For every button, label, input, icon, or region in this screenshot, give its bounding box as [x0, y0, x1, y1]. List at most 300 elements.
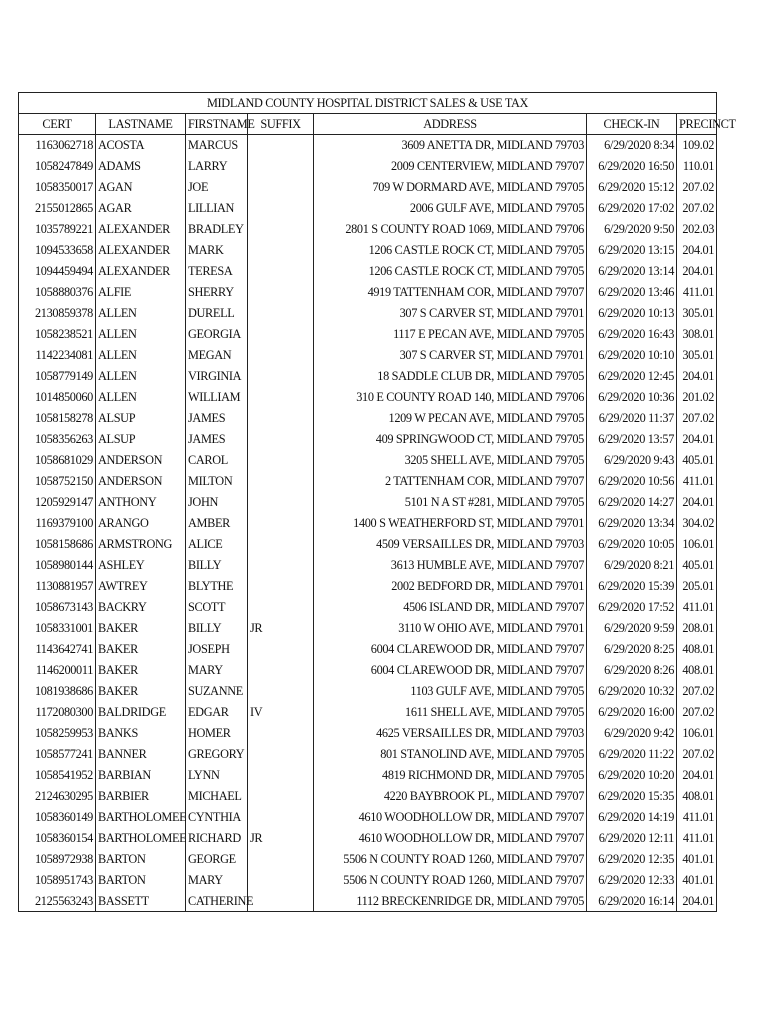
address-cell: 1400 S WEATHERFORD ST, MIDLAND 79701: [314, 513, 587, 534]
firstname-cell: JOSEPH: [186, 639, 248, 660]
table-row: [19, 492, 717, 513]
checkin-cell: 6/29/2020 10:13: [587, 303, 677, 324]
precinct-cell: 207.02: [677, 744, 717, 765]
precinct-cell: 201.02: [677, 387, 717, 408]
checkin-cell: 6/29/2020 16:00: [587, 702, 677, 723]
checkin-cell: 6/29/2020 9:42: [587, 723, 677, 744]
table-row: [19, 702, 717, 723]
checkin-cell: 6/29/2020 16:43: [587, 324, 677, 345]
firstname-cell: ALICE: [186, 534, 248, 555]
suffix-cell: [248, 198, 314, 219]
cert-cell: 1058356263: [19, 429, 96, 450]
lastname-cell: ACOSTA: [96, 135, 186, 156]
firstname-cell: BRADLEY: [186, 219, 248, 240]
lastname-cell: BARTHOLOMEE: [96, 807, 186, 828]
cert-cell: 1058673143: [19, 597, 96, 618]
address-cell: 2006 GULF AVE, MIDLAND 79705: [314, 198, 587, 219]
lastname-cell: ANDERSON: [96, 450, 186, 471]
table-row: [19, 891, 717, 912]
suffix-cell: [248, 870, 314, 891]
suffix-cell: [248, 156, 314, 177]
suffix-cell: JR: [248, 618, 314, 639]
suffix-cell: [248, 429, 314, 450]
address-cell: 3613 HUMBLE AVE, MIDLAND 79707: [314, 555, 587, 576]
cert-cell: 1014850060: [19, 387, 96, 408]
lastname-cell: ALFIE: [96, 282, 186, 303]
lastname-cell: BAKER: [96, 639, 186, 660]
cert-cell: 1058247849: [19, 156, 96, 177]
suffix-cell: [248, 219, 314, 240]
table-row: [19, 576, 717, 597]
checkin-cell: 6/29/2020 12:45: [587, 366, 677, 387]
lastname-cell: BARTHOLOMEE: [96, 828, 186, 849]
table-row: [19, 534, 717, 555]
cert-cell: 2124630295: [19, 786, 96, 807]
address-cell: 310 E COUNTY ROAD 140, MIDLAND 79706: [314, 387, 587, 408]
firstname-cell: HOMER: [186, 723, 248, 744]
firstname-cell: JOE: [186, 177, 248, 198]
checkin-cell: 6/29/2020 13:15: [587, 240, 677, 261]
cert-cell: 1058360149: [19, 807, 96, 828]
address-cell: 5101 N A ST #281, MIDLAND 79705: [314, 492, 587, 513]
precinct-cell: 411.01: [677, 597, 717, 618]
firstname-cell: CATHERINE: [186, 891, 248, 912]
col-header-lastname: LASTNAME: [96, 114, 186, 135]
checkin-cell: 6/29/2020 9:50: [587, 219, 677, 240]
lastname-cell: BACKRY: [96, 597, 186, 618]
checkin-cell: 6/29/2020 14:19: [587, 807, 677, 828]
address-cell: 1209 W PECAN AVE, MIDLAND 79705: [314, 408, 587, 429]
address-cell: 709 W DORMARD AVE, MIDLAND 79705: [314, 177, 587, 198]
firstname-cell: VIRGINIA: [186, 366, 248, 387]
address-cell: 3110 W OHIO AVE, MIDLAND 79701: [314, 618, 587, 639]
cert-cell: 1205929147: [19, 492, 96, 513]
precinct-cell: 207.02: [677, 408, 717, 429]
table-row: [19, 240, 717, 261]
lastname-cell: BAKER: [96, 660, 186, 681]
firstname-cell: BILLY: [186, 618, 248, 639]
cert-cell: 1094533658: [19, 240, 96, 261]
checkin-cell: 6/29/2020 16:50: [587, 156, 677, 177]
address-cell: 1206 CASTLE ROCK CT, MIDLAND 79705: [314, 240, 587, 261]
lastname-cell: ALEXANDER: [96, 219, 186, 240]
cert-cell: 1058331001: [19, 618, 96, 639]
firstname-cell: CAROL: [186, 450, 248, 471]
suffix-cell: [248, 513, 314, 534]
firstname-cell: WILLIAM: [186, 387, 248, 408]
table-row: [19, 660, 717, 681]
address-cell: 4625 VERSAILLES DR, MIDLAND 79703: [314, 723, 587, 744]
precinct-cell: 405.01: [677, 450, 717, 471]
suffix-cell: [248, 177, 314, 198]
header-row: [19, 114, 717, 135]
precinct-cell: 411.01: [677, 471, 717, 492]
table-row: [19, 681, 717, 702]
firstname-cell: AMBER: [186, 513, 248, 534]
tax-roster-table: [18, 92, 736, 912]
precinct-cell: 411.01: [677, 828, 717, 849]
table-row: [19, 366, 717, 387]
checkin-cell: 6/29/2020 11:22: [587, 744, 677, 765]
address-cell: 2002 BEDFORD DR, MIDLAND 79701: [314, 576, 587, 597]
precinct-cell: 411.01: [677, 807, 717, 828]
cert-cell: 1058779149: [19, 366, 96, 387]
firstname-cell: TERESA: [186, 261, 248, 282]
suffix-cell: [248, 849, 314, 870]
lastname-cell: BASSETT: [96, 891, 186, 912]
table-row: [19, 177, 717, 198]
precinct-cell: 204.01: [677, 366, 717, 387]
precinct-cell: 207.02: [677, 177, 717, 198]
lastname-cell: ALLEN: [96, 387, 186, 408]
cert-cell: 1081938686: [19, 681, 96, 702]
suffix-cell: [248, 345, 314, 366]
address-cell: 4506 ISLAND DR, MIDLAND 79707: [314, 597, 587, 618]
firstname-cell: MEGAN: [186, 345, 248, 366]
checkin-cell: 6/29/2020 8:26: [587, 660, 677, 681]
precinct-cell: 106.01: [677, 534, 717, 555]
cert-cell: 1058158278: [19, 408, 96, 429]
address-cell: 307 S CARVER ST, MIDLAND 79701: [314, 345, 587, 366]
firstname-cell: RICHARD: [186, 828, 248, 849]
table-row: [19, 765, 717, 786]
precinct-cell: 204.01: [677, 261, 717, 282]
precinct-cell: 208.01: [677, 618, 717, 639]
address-cell: 3609 ANETTA DR, MIDLAND 79703: [314, 135, 587, 156]
col-header-address: ADDRESS: [314, 114, 587, 135]
table-row: [19, 429, 717, 450]
lastname-cell: AWTREY: [96, 576, 186, 597]
suffix-cell: [248, 261, 314, 282]
address-cell: 2801 S COUNTY ROAD 1069, MIDLAND 79706: [314, 219, 587, 240]
precinct-cell: 308.01: [677, 324, 717, 345]
table-row: [19, 786, 717, 807]
precinct-cell: 305.01: [677, 345, 717, 366]
checkin-cell: 6/29/2020 10:36: [587, 387, 677, 408]
firstname-cell: MICHAEL: [186, 786, 248, 807]
table-row: [19, 303, 717, 324]
firstname-cell: DURELL: [186, 303, 248, 324]
suffix-cell: [248, 891, 314, 912]
checkin-cell: 6/29/2020 12:35: [587, 849, 677, 870]
checkin-cell: 6/29/2020 9:59: [587, 618, 677, 639]
suffix-cell: [248, 786, 314, 807]
suffix-cell: [248, 450, 314, 471]
firstname-cell: JOHN: [186, 492, 248, 513]
checkin-cell: 6/29/2020 15:39: [587, 576, 677, 597]
checkin-cell: 6/29/2020 9:43: [587, 450, 677, 471]
address-cell: 18 SADDLE CLUB DR, MIDLAND 79705: [314, 366, 587, 387]
checkin-cell: 6/29/2020 10:32: [587, 681, 677, 702]
address-cell: 5506 N COUNTY ROAD 1260, MIDLAND 79707: [314, 849, 587, 870]
table-row: [19, 849, 717, 870]
cert-cell: 1058238521: [19, 324, 96, 345]
cert-cell: 1146200011: [19, 660, 96, 681]
suffix-cell: [248, 492, 314, 513]
precinct-cell: 304.02: [677, 513, 717, 534]
firstname-cell: MARY: [186, 870, 248, 891]
firstname-cell: SUZANNE: [186, 681, 248, 702]
cert-cell: 1058980144: [19, 555, 96, 576]
lastname-cell: BARTON: [96, 870, 186, 891]
table-row: [19, 345, 717, 366]
table-body: [19, 135, 717, 912]
table-row: [19, 807, 717, 828]
address-cell: 5506 N COUNTY ROAD 1260, MIDLAND 79707: [314, 870, 587, 891]
checkin-cell: 6/29/2020 13:57: [587, 429, 677, 450]
table-row: [19, 450, 717, 471]
checkin-cell: 6/29/2020 8:21: [587, 555, 677, 576]
suffix-cell: [248, 471, 314, 492]
suffix-cell: [248, 765, 314, 786]
table-row: [19, 597, 717, 618]
table-row: [19, 471, 717, 492]
table-row: [19, 618, 717, 639]
suffix-cell: [248, 408, 314, 429]
suffix-cell: JR: [248, 828, 314, 849]
suffix-cell: [248, 303, 314, 324]
cert-cell: 1142234081: [19, 345, 96, 366]
precinct-cell: 405.01: [677, 555, 717, 576]
address-cell: 1103 GULF AVE, MIDLAND 79705: [314, 681, 587, 702]
address-cell: 307 S CARVER ST, MIDLAND 79701: [314, 303, 587, 324]
lastname-cell: ALLEN: [96, 345, 186, 366]
lastname-cell: BALDRIDGE: [96, 702, 186, 723]
cert-cell: 1035789221: [19, 219, 96, 240]
firstname-cell: EDGAR: [186, 702, 248, 723]
suffix-cell: [248, 135, 314, 156]
table-row: [19, 387, 717, 408]
suffix-cell: [248, 660, 314, 681]
firstname-cell: CYNTHIA: [186, 807, 248, 828]
lastname-cell: ARANGO: [96, 513, 186, 534]
cert-cell: 1169379100: [19, 513, 96, 534]
address-cell: 1117 E PECAN AVE, MIDLAND 79705: [314, 324, 587, 345]
firstname-cell: MARY: [186, 660, 248, 681]
checkin-cell: 6/29/2020 15:35: [587, 786, 677, 807]
suffix-cell: [248, 387, 314, 408]
suffix-cell: [248, 807, 314, 828]
firstname-cell: GREGORY: [186, 744, 248, 765]
table-row: [19, 135, 717, 156]
table-row: [19, 555, 717, 576]
lastname-cell: ALSUP: [96, 429, 186, 450]
checkin-cell: 6/29/2020 13:14: [587, 261, 677, 282]
lastname-cell: BANNER: [96, 744, 186, 765]
firstname-cell: LARRY: [186, 156, 248, 177]
checkin-cell: 6/29/2020 10:05: [587, 534, 677, 555]
lastname-cell: ALLEN: [96, 303, 186, 324]
lastname-cell: ALEXANDER: [96, 261, 186, 282]
firstname-cell: GEORGE: [186, 849, 248, 870]
firstname-cell: LILLIAN: [186, 198, 248, 219]
table-row: [19, 723, 717, 744]
checkin-cell: 6/29/2020 11:37: [587, 408, 677, 429]
lastname-cell: ARMSTRONG: [96, 534, 186, 555]
checkin-cell: 6/29/2020 16:14: [587, 891, 677, 912]
firstname-cell: JAMES: [186, 429, 248, 450]
lastname-cell: BAKER: [96, 681, 186, 702]
lastname-cell: ADAMS: [96, 156, 186, 177]
table-row: [19, 282, 717, 303]
lastname-cell: AGAR: [96, 198, 186, 219]
lastname-cell: BARBIAN: [96, 765, 186, 786]
address-cell: 6004 CLAREWOOD DR, MIDLAND 79707: [314, 639, 587, 660]
checkin-cell: 6/29/2020 14:27: [587, 492, 677, 513]
precinct-cell: 202.03: [677, 219, 717, 240]
sheet-title: MIDLAND COUNTY HOSPITAL DISTRICT SALES & USE TAX: [19, 93, 717, 114]
precinct-cell: 408.01: [677, 639, 717, 660]
suffix-cell: [248, 639, 314, 660]
precinct-cell: 205.01: [677, 576, 717, 597]
suffix-cell: [248, 744, 314, 765]
firstname-cell: SHERRY: [186, 282, 248, 303]
suffix-cell: [248, 597, 314, 618]
cert-cell: 1130881957: [19, 576, 96, 597]
address-cell: 1206 CASTLE ROCK CT, MIDLAND 79705: [314, 261, 587, 282]
lastname-cell: ANDERSON: [96, 471, 186, 492]
table-row: [19, 324, 717, 345]
checkin-cell: 6/29/2020 17:02: [587, 198, 677, 219]
cert-cell: 1058158686: [19, 534, 96, 555]
col-header-firstname: FIRSTNAME: [186, 114, 248, 135]
address-cell: 4220 BAYBROOK PL, MIDLAND 79707: [314, 786, 587, 807]
cert-cell: 2125563243: [19, 891, 96, 912]
checkin-cell: 6/29/2020 10:20: [587, 765, 677, 786]
checkin-cell: 6/29/2020 10:56: [587, 471, 677, 492]
suffix-cell: [248, 366, 314, 387]
col-header-checkin: CHECK-IN: [587, 114, 677, 135]
lastname-cell: BARBIER: [96, 786, 186, 807]
cert-cell: 1058681029: [19, 450, 96, 471]
cert-cell: 2155012865: [19, 198, 96, 219]
precinct-cell: 204.01: [677, 492, 717, 513]
precinct-cell: 207.02: [677, 702, 717, 723]
table-row: [19, 408, 717, 429]
lastname-cell: ALEXANDER: [96, 240, 186, 261]
lastname-cell: AGAN: [96, 177, 186, 198]
cert-cell: 1058972938: [19, 849, 96, 870]
precinct-cell: 401.01: [677, 849, 717, 870]
table-row: [19, 198, 717, 219]
precinct-cell: 110.01: [677, 156, 717, 177]
address-cell: 4819 RICHMOND DR, MIDLAND 79705: [314, 765, 587, 786]
firstname-cell: GEORGIA: [186, 324, 248, 345]
precinct-cell: 204.01: [677, 429, 717, 450]
address-cell: 409 SPRINGWOOD CT, MIDLAND 79705: [314, 429, 587, 450]
checkin-cell: 6/29/2020 8:25: [587, 639, 677, 660]
cert-cell: 1163062718: [19, 135, 96, 156]
lastname-cell: ASHLEY: [96, 555, 186, 576]
firstname-cell: SCOTT: [186, 597, 248, 618]
suffix-cell: [248, 681, 314, 702]
table-row: [19, 744, 717, 765]
table-row: [19, 156, 717, 177]
title-row: [19, 93, 717, 114]
suffix-cell: [248, 555, 314, 576]
address-cell: 6004 CLAREWOOD DR, MIDLAND 79707: [314, 660, 587, 681]
lastname-cell: ALSUP: [96, 408, 186, 429]
address-cell: 3205 SHELL AVE, MIDLAND 79705: [314, 450, 587, 471]
table-row: [19, 870, 717, 891]
precinct-cell: 207.02: [677, 681, 717, 702]
lastname-cell: ALLEN: [96, 324, 186, 345]
cert-cell: 1058360154: [19, 828, 96, 849]
address-cell: 4919 TATTENHAM COR, MIDLAND 79707: [314, 282, 587, 303]
cert-cell: 1058350017: [19, 177, 96, 198]
checkin-cell: 6/29/2020 8:34: [587, 135, 677, 156]
checkin-cell: 6/29/2020 13:34: [587, 513, 677, 534]
cert-cell: 1143642741: [19, 639, 96, 660]
cert-cell: 1058880376: [19, 282, 96, 303]
lastname-cell: BAKER: [96, 618, 186, 639]
checkin-cell: 6/29/2020 17:52: [587, 597, 677, 618]
table-row: [19, 219, 717, 240]
cert-cell: 1058951743: [19, 870, 96, 891]
checkin-cell: 6/29/2020 12:33: [587, 870, 677, 891]
precinct-cell: 106.01: [677, 723, 717, 744]
address-cell: 4610 WOODHOLLOW DR, MIDLAND 79707: [314, 828, 587, 849]
col-header-suffix: SUFFIX: [248, 114, 314, 135]
suffix-cell: [248, 534, 314, 555]
table-row: [19, 513, 717, 534]
col-header-cert: CERT: [19, 114, 96, 135]
address-cell: 2 TATTENHAM COR, MIDLAND 79707: [314, 471, 587, 492]
cert-cell: 1172080300: [19, 702, 96, 723]
cert-cell: 1094459494: [19, 261, 96, 282]
cert-cell: 2130859378: [19, 303, 96, 324]
precinct-cell: 408.01: [677, 786, 717, 807]
suffix-cell: [248, 240, 314, 261]
suffix-cell: [248, 723, 314, 744]
checkin-cell: 6/29/2020 13:46: [587, 282, 677, 303]
address-cell: 1611 SHELL AVE, MIDLAND 79705: [314, 702, 587, 723]
address-cell: 2009 CENTERVIEW, MIDLAND 79707: [314, 156, 587, 177]
address-cell: 4610 WOODHOLLOW DR, MIDLAND 79707: [314, 807, 587, 828]
cert-cell: 1058541952: [19, 765, 96, 786]
checkin-cell: 6/29/2020 10:10: [587, 345, 677, 366]
address-cell: 4509 VERSAILLES DR, MIDLAND 79703: [314, 534, 587, 555]
precinct-cell: 305.01: [677, 303, 717, 324]
precinct-cell: 408.01: [677, 660, 717, 681]
precinct-cell: 204.01: [677, 240, 717, 261]
lastname-cell: BANKS: [96, 723, 186, 744]
suffix-cell: IV: [248, 702, 314, 723]
cert-cell: 1058752150: [19, 471, 96, 492]
firstname-cell: BLYTHE: [186, 576, 248, 597]
suffix-cell: [248, 282, 314, 303]
firstname-cell: LYNN: [186, 765, 248, 786]
precinct-cell: 207.02: [677, 198, 717, 219]
firstname-cell: MILTON: [186, 471, 248, 492]
suffix-cell: [248, 324, 314, 345]
lastname-cell: ALLEN: [96, 366, 186, 387]
suffix-cell: [248, 576, 314, 597]
firstname-cell: MARK: [186, 240, 248, 261]
checkin-cell: 6/29/2020 12:11: [587, 828, 677, 849]
precinct-cell: 401.01: [677, 870, 717, 891]
precinct-cell: 204.01: [677, 891, 717, 912]
address-cell: 1112 BRECKENRIDGE DR, MIDLAND 79705: [314, 891, 587, 912]
firstname-cell: JAMES: [186, 408, 248, 429]
col-header-precinct: PRECINCT: [677, 114, 717, 135]
cert-cell: 1058259953: [19, 723, 96, 744]
address-cell: 801 STANOLIND AVE, MIDLAND 79705: [314, 744, 587, 765]
checkin-cell: 6/29/2020 15:12: [587, 177, 677, 198]
precinct-cell: 204.01: [677, 765, 717, 786]
firstname-cell: BILLY: [186, 555, 248, 576]
precinct-cell: 109.02: [677, 135, 717, 156]
